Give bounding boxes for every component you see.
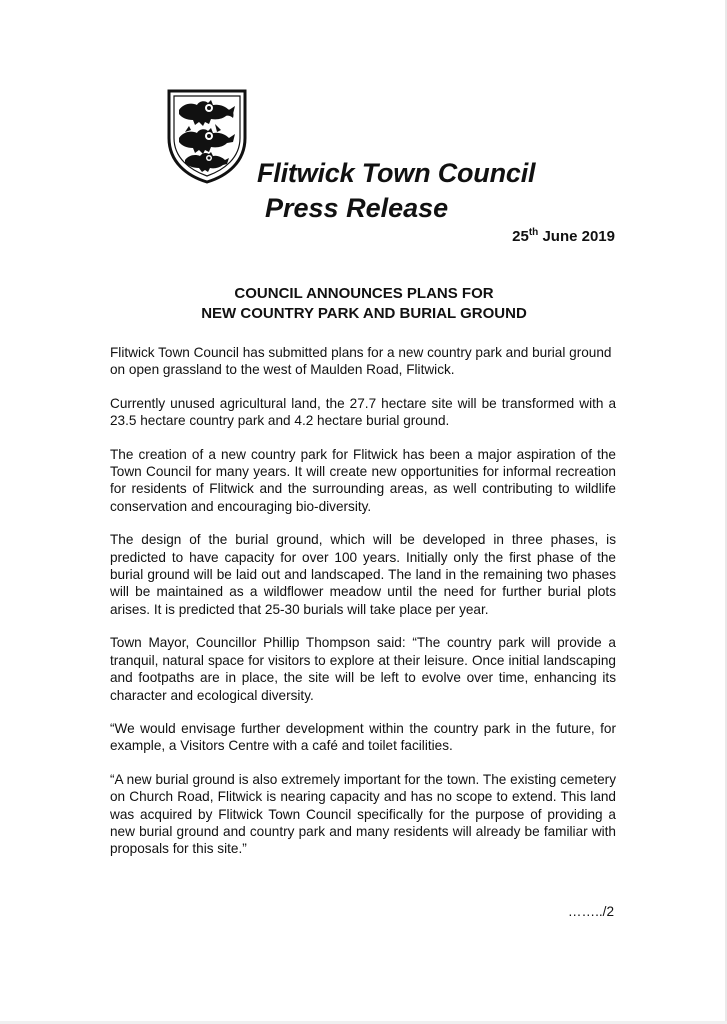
paragraph-1: Flitwick Town Council has submitted plans for a new country park and burial ground on open grassland to the west of Maulden Road, Flitwick.	[110, 345, 612, 378]
paragraph-2: Currently unused agricultural land, the 27.7 hectare site will be transformed with a 23.5 hectare country park and 4.2 hectare burial ground.	[110, 395, 616, 429]
headline-line-2: NEW COUNTRY PARK AND BURIAL GROUND	[201, 305, 527, 322]
document-title: Flitwick Town Council	[257, 158, 536, 188]
date-month-year: June 2019	[538, 228, 615, 245]
paragraph-7: “A new burial ground is also extremely important for the town. The existing cemetery on Church Road, Flitwick is nearing capacity and has no scope to extend. This land was acquired by Flitwick Town Council specifically for the purpose of providing a new burial ground and country park and many residents will already be familiar with proposals for this site.”	[110, 771, 616, 857]
date-suffix: th	[528, 227, 539, 238]
date-day: 25	[512, 228, 529, 245]
headline	[110, 284, 618, 324]
paragraph-4: The design of the burial ground, which will be developed in three phases, is predicted to have capacity for over 100 years. Initially only the first phase of the burial ground will be laid out and landscaped. The land in the remaining two phases will be maintained as a wildflower meadow until the need for further burial plots arises. It is predicted that 25-30 burials will take place per year.	[110, 532, 616, 617]
headline-line-1: COUNCIL ANNOUNCES PLANS FOR	[234, 285, 494, 302]
release-date	[512, 227, 615, 247]
document-subtitle: Press Release	[265, 193, 449, 223]
crest-shield-lions-icon	[165, 88, 249, 184]
paragraph-6: “We would envisage further development within the country park in the future, for example, a Visitors Centre with a café and toilet facilities.	[110, 720, 616, 754]
article-body	[110, 344, 616, 874]
paragraph-3: The creation of a new country park for Flitwick has been a major aspiration of the Town Council for many years. It will create new opportunities for informal recreation for residents of Flitwick and the surrounding areas, as well contributing to wildlife conservation and encouraging bio-diversity.	[110, 446, 616, 514]
page-continued-marker: ……../2	[567, 904, 614, 919]
paragraph-5: Town Mayor, Councillor Phillip Thompson said: “The country park will provide a tranquil, natural space for visitors to explore at their leisure. Once initial landscaping and footpaths are in place, the site will be left to evolve over time, enhancing its character and ecological diversity.	[110, 635, 616, 703]
